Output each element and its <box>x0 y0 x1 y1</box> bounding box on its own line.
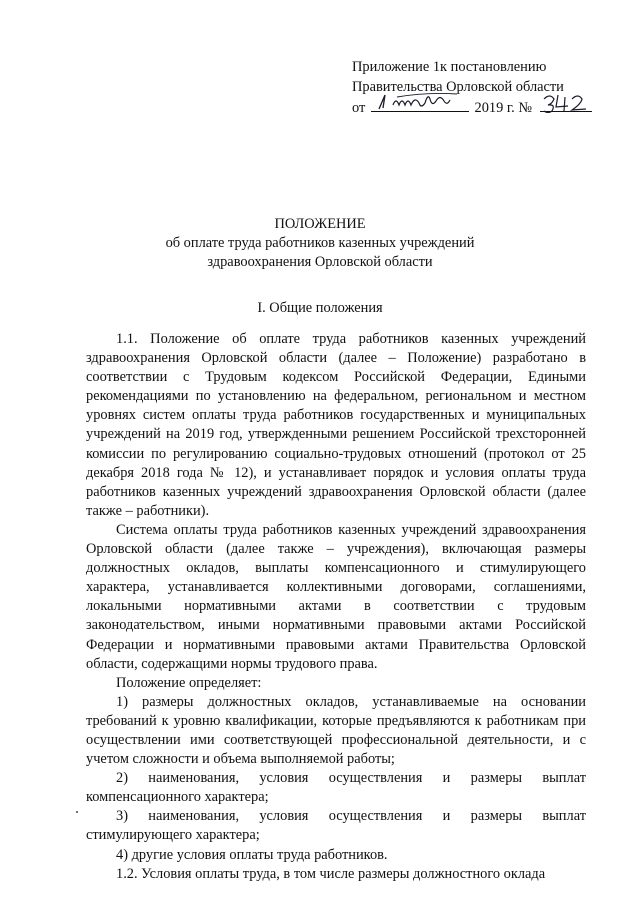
appendix-date-line <box>352 97 592 118</box>
section-title: I. Общие положения <box>257 300 383 316</box>
date-prefix: от <box>352 100 366 116</box>
paragraph-defines: Положение определяет: <box>116 674 262 691</box>
date-day-blank <box>371 97 469 112</box>
appendix-line-1: Приложение 1к постановлению <box>352 59 547 75</box>
appendix-header <box>352 57 592 118</box>
paragraph-1-1: 1.1. Положение об оплате труда работников казенных учреждений здравоохранения Орловской области (далее – Положение) разработано в соответствии с Трудовым кодексом Российской Федерации, Едиными рекомендациями по установлению на федеральном, региональном и местном уровнях систем оплаты труда работников государственных и муниципальных учреждений на 2019 год, утвержденными решением Российской трехсторонней комиссии по регулированию социально-трудовых отношений (протокол от 25 декабря 2018 года № 12), и устанавливает порядок и условия оплаты труда работников казенных учреждений здравоохранения Орловской области (далее также – работники). <box>86 331 586 519</box>
handwritten-number-signature <box>540 91 592 113</box>
list-item-2: 2) наименования, условия осуществления и размеры выплат компенсационного характера; <box>86 770 586 806</box>
handwritten-date-signature <box>371 91 469 113</box>
list-item-3: 3) наименования, условия осуществления и размеры выплат стимулирующего характера; <box>86 808 586 844</box>
document-body <box>86 330 586 884</box>
number-prefix: № <box>518 100 533 116</box>
scan-dot <box>76 811 78 813</box>
document-title-block <box>0 215 640 272</box>
appendix-line-2: Правительства Орловской области <box>352 79 564 95</box>
paragraph-1-2: 1.2. Условия оплаты труда, в том числе размеры должностного оклада <box>116 865 546 882</box>
document-heading: ПОЛОЖЕНИЕ <box>274 216 366 232</box>
number-blank <box>540 97 592 112</box>
document-subtitle-line-1: об оплате труда работников казенных учреждений <box>165 235 475 251</box>
date-year: 2019 г. <box>474 100 515 116</box>
document-subtitle-line-2: здравоохранения Орловской области <box>207 254 433 270</box>
list-item-4: 4) другие условия оплаты труда работников. <box>116 846 388 863</box>
list-item-1: 1) размеры должностных окладов, устанавливаемые на основании требований к уровню квалификации, которые предъявляются к работникам при осуществлении ими соответствующей профессиональной деятельности, и с учетом сложности и объема выполняемой работы; <box>86 693 586 768</box>
paragraph-pay-system: Система оплаты труда работников казенных учреждений здравоохранения Орловской области (далее также – учреждения), включающая размеры должностных окладов, выплаты компенсационного и стимулирующего характера, устанавливается коллективными договорами, соглашениями, локальными нормативными актами в соответствии с трудовым законодательством, иными нормативными правовыми актами Российской Федерации и нормативными правовыми актами Правительства Орловской области, содержащими нормы трудового права. <box>86 521 586 672</box>
